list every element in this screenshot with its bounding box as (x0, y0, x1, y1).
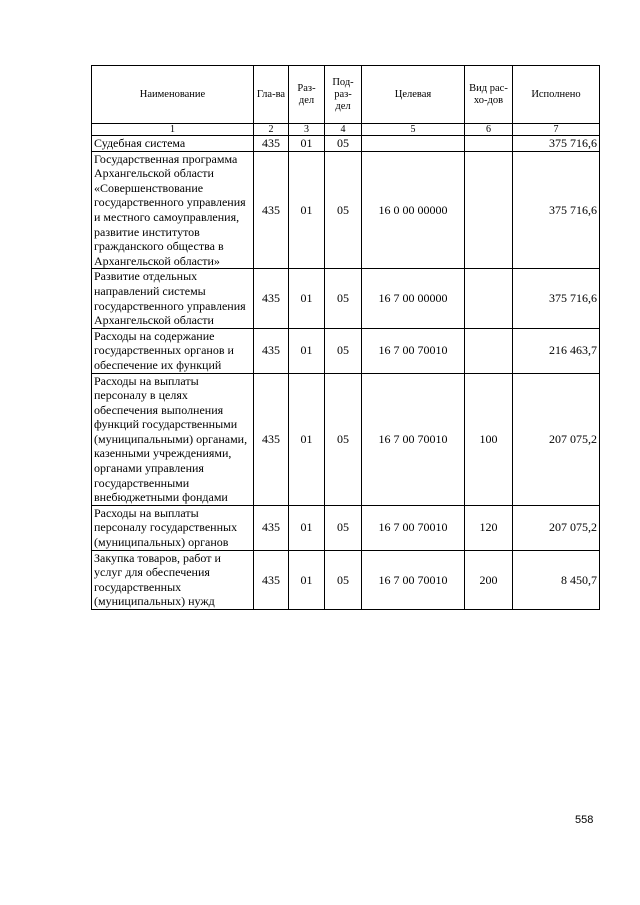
row-chapter: 435 (254, 136, 289, 152)
header-subsection: Под-раз-дел (325, 66, 362, 124)
column-number-row (92, 124, 600, 136)
row-name: Расходы на содержание государственных органов и обеспечение их функций (92, 328, 254, 373)
column-number: 3 (289, 124, 325, 136)
row-name: Развитие отдельных направлений системы государственного управления Архангельской области (92, 269, 254, 328)
row-expense-type: 120 (465, 505, 513, 550)
row-section: 01 (289, 505, 325, 550)
row-chapter: 435 (254, 505, 289, 550)
row-target: 16 7 00 70010 (362, 550, 465, 609)
row-executed: 207 075,2 (513, 505, 600, 550)
table-row (92, 550, 600, 609)
row-name: Закупка товаров, работ и услуг для обеспечения государственных (муниципальных) нужд (92, 550, 254, 609)
row-executed: 207 075,2 (513, 373, 600, 505)
row-expense-type (465, 328, 513, 373)
row-subsection: 05 (325, 269, 362, 328)
row-name: Расходы на выплаты персоналу государственных (муниципальных) органов (92, 505, 254, 550)
row-name: Государственная программа Архангельской области «Совершенствование государственного управления и местного самоуправления, развитие институтов гражданского общества в Архангельской области» (92, 151, 254, 269)
header-executed: Исполнено (513, 66, 600, 124)
row-chapter: 435 (254, 550, 289, 609)
row-executed: 375 716,6 (513, 269, 600, 328)
row-target (362, 136, 465, 152)
row-subsection: 05 (325, 136, 362, 152)
header-expense-type: Вид рас-хо-дов (465, 66, 513, 124)
column-number: 5 (362, 124, 465, 136)
row-executed: 216 463,7 (513, 328, 600, 373)
row-target: 16 7 00 70010 (362, 505, 465, 550)
row-expense-type (465, 136, 513, 152)
budget-table (91, 65, 600, 610)
table-row (92, 269, 600, 328)
table-row (92, 505, 600, 550)
header-row (92, 66, 600, 124)
row-subsection: 05 (325, 505, 362, 550)
column-number: 2 (254, 124, 289, 136)
table-row (92, 373, 600, 505)
header-target: Целевая (362, 66, 465, 124)
row-section: 01 (289, 151, 325, 269)
row-section: 01 (289, 328, 325, 373)
row-target: 16 7 00 70010 (362, 373, 465, 505)
row-executed: 375 716,6 (513, 151, 600, 269)
row-section: 01 (289, 269, 325, 328)
row-subsection: 05 (325, 550, 362, 609)
row-name: Расходы на выплаты персоналу в целях обеспечения выполнения функций государственными (муниципальными) органами, казенными учреждениями, органами управления государственными внебюджетными фондами (92, 373, 254, 505)
column-number: 7 (513, 124, 600, 136)
row-executed: 375 716,6 (513, 136, 600, 152)
table-row (92, 328, 600, 373)
header-section: Раз-дел (289, 66, 325, 124)
column-number: 4 (325, 124, 362, 136)
row-chapter: 435 (254, 151, 289, 269)
row-expense-type: 100 (465, 373, 513, 505)
row-expense-type: 200 (465, 550, 513, 609)
row-subsection: 05 (325, 151, 362, 269)
row-expense-type (465, 151, 513, 269)
row-section: 01 (289, 550, 325, 609)
row-section: 01 (289, 136, 325, 152)
header-name: Наименование (92, 66, 254, 124)
column-number: 1 (92, 124, 254, 136)
table-row (92, 151, 600, 269)
row-name: Судебная система (92, 136, 254, 152)
column-number: 6 (465, 124, 513, 136)
row-executed: 8 450,7 (513, 550, 600, 609)
row-chapter: 435 (254, 373, 289, 505)
row-subsection: 05 (325, 373, 362, 505)
page-number: 558 (575, 814, 594, 826)
row-chapter: 435 (254, 328, 289, 373)
row-expense-type (465, 269, 513, 328)
row-target: 16 7 00 70010 (362, 328, 465, 373)
row-subsection: 05 (325, 328, 362, 373)
row-target: 16 7 00 00000 (362, 269, 465, 328)
row-chapter: 435 (254, 269, 289, 328)
table-row (92, 136, 600, 152)
header-chapter: Гла-ва (254, 66, 289, 124)
row-section: 01 (289, 373, 325, 505)
row-target: 16 0 00 00000 (362, 151, 465, 269)
